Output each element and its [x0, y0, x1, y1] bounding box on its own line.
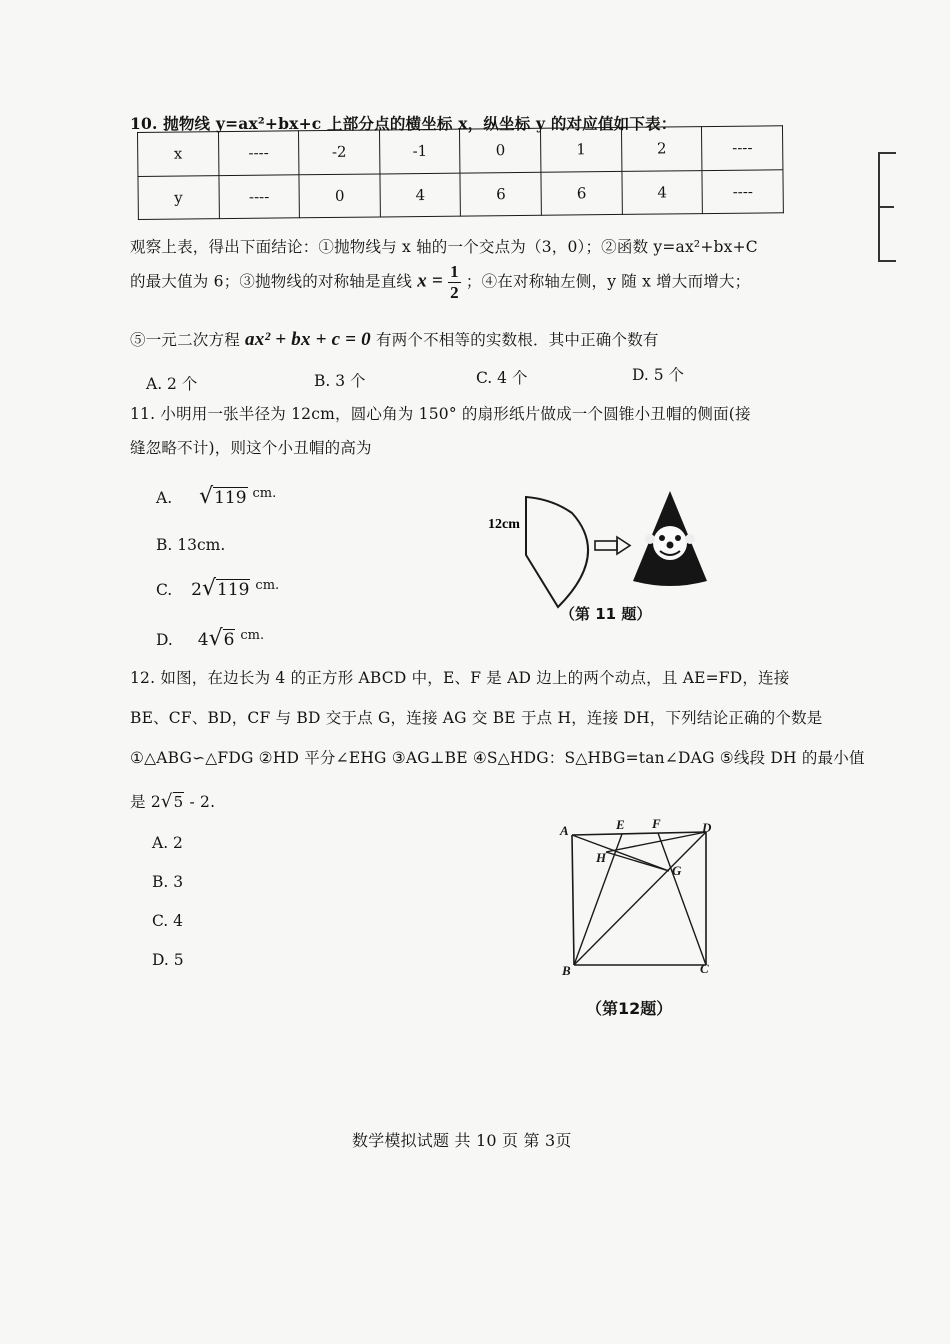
table-cell: 4: [622, 170, 703, 214]
q12-line3: ①△ABG∽△FDG ②HD 平分∠EHG ③AG⊥BE ④S△HDG：S△HBG=tan∠DAG ⑤线段 DH 的最小值: [130, 749, 865, 767]
q10-line1: 观察上表，得出下面结论：①抛物线与 x 轴的一个交点为（3，0）；②函数 y=ax²+bx+C: [130, 238, 758, 256]
q10-option-c: C. 4 个: [476, 369, 528, 387]
q12-line4-a: 是 2: [130, 793, 161, 811]
q12-option-c: C. 4: [152, 912, 184, 930]
table-cell: 2: [621, 127, 702, 171]
unit-label: cm.: [240, 627, 265, 643]
table-row-y: [138, 169, 783, 219]
clown-hat-icon: [633, 491, 707, 586]
q10-line2-x: x =: [417, 270, 443, 292]
fraction-half: [448, 262, 461, 303]
option-label: A.: [156, 489, 173, 507]
table-row-x: [138, 126, 783, 176]
table-cell: 6: [541, 171, 622, 215]
radius-label: 12cm: [488, 517, 520, 532]
table-cell: 0: [460, 128, 541, 172]
sector-shape: [526, 497, 588, 607]
coefficient: 2: [191, 580, 202, 600]
q10-option-a: A. 2 个: [146, 375, 198, 393]
table-cell: ----: [218, 131, 299, 175]
sqrt-expression: √119: [199, 484, 247, 509]
table-cell: ----: [219, 174, 300, 218]
table-cell: -1: [379, 129, 460, 173]
page-footer: 数学模拟试题 共 10 页 第 3页: [352, 1131, 572, 1150]
point-label-d: D: [702, 820, 712, 835]
q11-option-d: [156, 626, 264, 651]
point-label-e: E: [616, 817, 625, 832]
sqrt-expression: √6: [208, 626, 235, 651]
point-label-a: A: [560, 823, 569, 838]
q11-caption: （第 11 题）: [560, 605, 652, 623]
table-cell: -2: [299, 130, 380, 174]
q10-option-d: D. 5 个: [632, 366, 685, 384]
option-label: D.: [156, 631, 173, 649]
sqrt-expression: √5: [160, 791, 184, 812]
radicand: 119: [217, 580, 250, 600]
table-cell: ----: [702, 126, 783, 170]
sqrt-expression: √119: [202, 576, 250, 601]
q12-option-a: A. 2: [152, 834, 183, 852]
option-label: C.: [156, 581, 173, 599]
q10-line2: [130, 262, 750, 303]
q12-line2: BE、CF、BD，CF 与 BD 交于点 G，连接 AG 交 BE 于点 H，连接 DH，下列结论正确的个数是: [130, 709, 823, 727]
point-label-b: B: [562, 963, 571, 978]
q10-equation: ax² + bx + c = 0: [245, 329, 371, 350]
table-cell: 0: [299, 173, 380, 217]
table-cell: 4: [380, 173, 461, 217]
q11-option-a: [156, 484, 276, 509]
q10-line3-a: ⑤一元二次方程: [130, 331, 240, 349]
q10-line3: [130, 328, 659, 351]
fraction-numerator: 1: [450, 262, 459, 281]
q10-line3-b: 有两个不相等的实数根．其中正确个数有: [376, 331, 659, 349]
table-cell: ----: [702, 169, 783, 213]
q12-figure: [550, 815, 730, 980]
fraction-denominator: 2: [450, 283, 459, 302]
table-cell: 1: [541, 127, 622, 171]
q10-option-b: B. 3 个: [314, 372, 366, 390]
radicand: 6: [223, 630, 235, 650]
q12-line4-b: - 2.: [184, 793, 216, 811]
point-label-f: F: [652, 816, 661, 831]
unit-label: cm.: [255, 577, 280, 593]
arrow-icon: [595, 537, 630, 554]
q12-option-d: D. 5: [152, 951, 184, 969]
coefficient: 4: [197, 630, 209, 650]
q12-line1: 12. 如图，在边长为 4 的正方形 ABCD 中，E、F 是 AD 边上的两个动点，且 AE=FD，连接: [130, 669, 790, 687]
q10-title: 10. 抛物线 y=ax²+bx+c 上部分点的横坐标 x，纵坐标 y 的对应值如下表：: [130, 114, 677, 133]
q11-line1: 11. 小明用一张半径为 12cm，圆心角为 150° 的扇形纸片做成一个圆锥小丑帽的侧面(接: [130, 405, 751, 423]
q12-line4: [130, 790, 215, 812]
table-x-label: x: [138, 132, 219, 176]
q11-option-c: [156, 576, 279, 601]
q12-caption: （第12题）: [586, 999, 673, 1018]
point-label-c: C: [700, 961, 709, 976]
q12-option-b: B. 3: [152, 873, 184, 891]
q10-line2-b: ；④在对称轴左侧，y 随 x 增大而增大；: [465, 272, 751, 291]
q10-line2-a: 的最大值为 6；③抛物线的对称轴是直线: [130, 272, 413, 291]
q11-line2: 缝忽略不计)，则这个小丑帽的高为: [130, 439, 372, 457]
table-cell: 6: [460, 172, 541, 216]
page-edge-divider: [878, 206, 894, 208]
q10-value-table: [137, 125, 784, 220]
point-label-h: H: [596, 850, 607, 865]
construction-lines: [572, 832, 706, 965]
q11-option-b: B. 13cm.: [156, 536, 226, 554]
unit-label: cm.: [252, 485, 277, 501]
radicand: 5: [173, 793, 184, 811]
radicand: 119: [214, 488, 247, 508]
point-label-g: G: [672, 863, 682, 878]
table-y-label: y: [138, 175, 219, 219]
